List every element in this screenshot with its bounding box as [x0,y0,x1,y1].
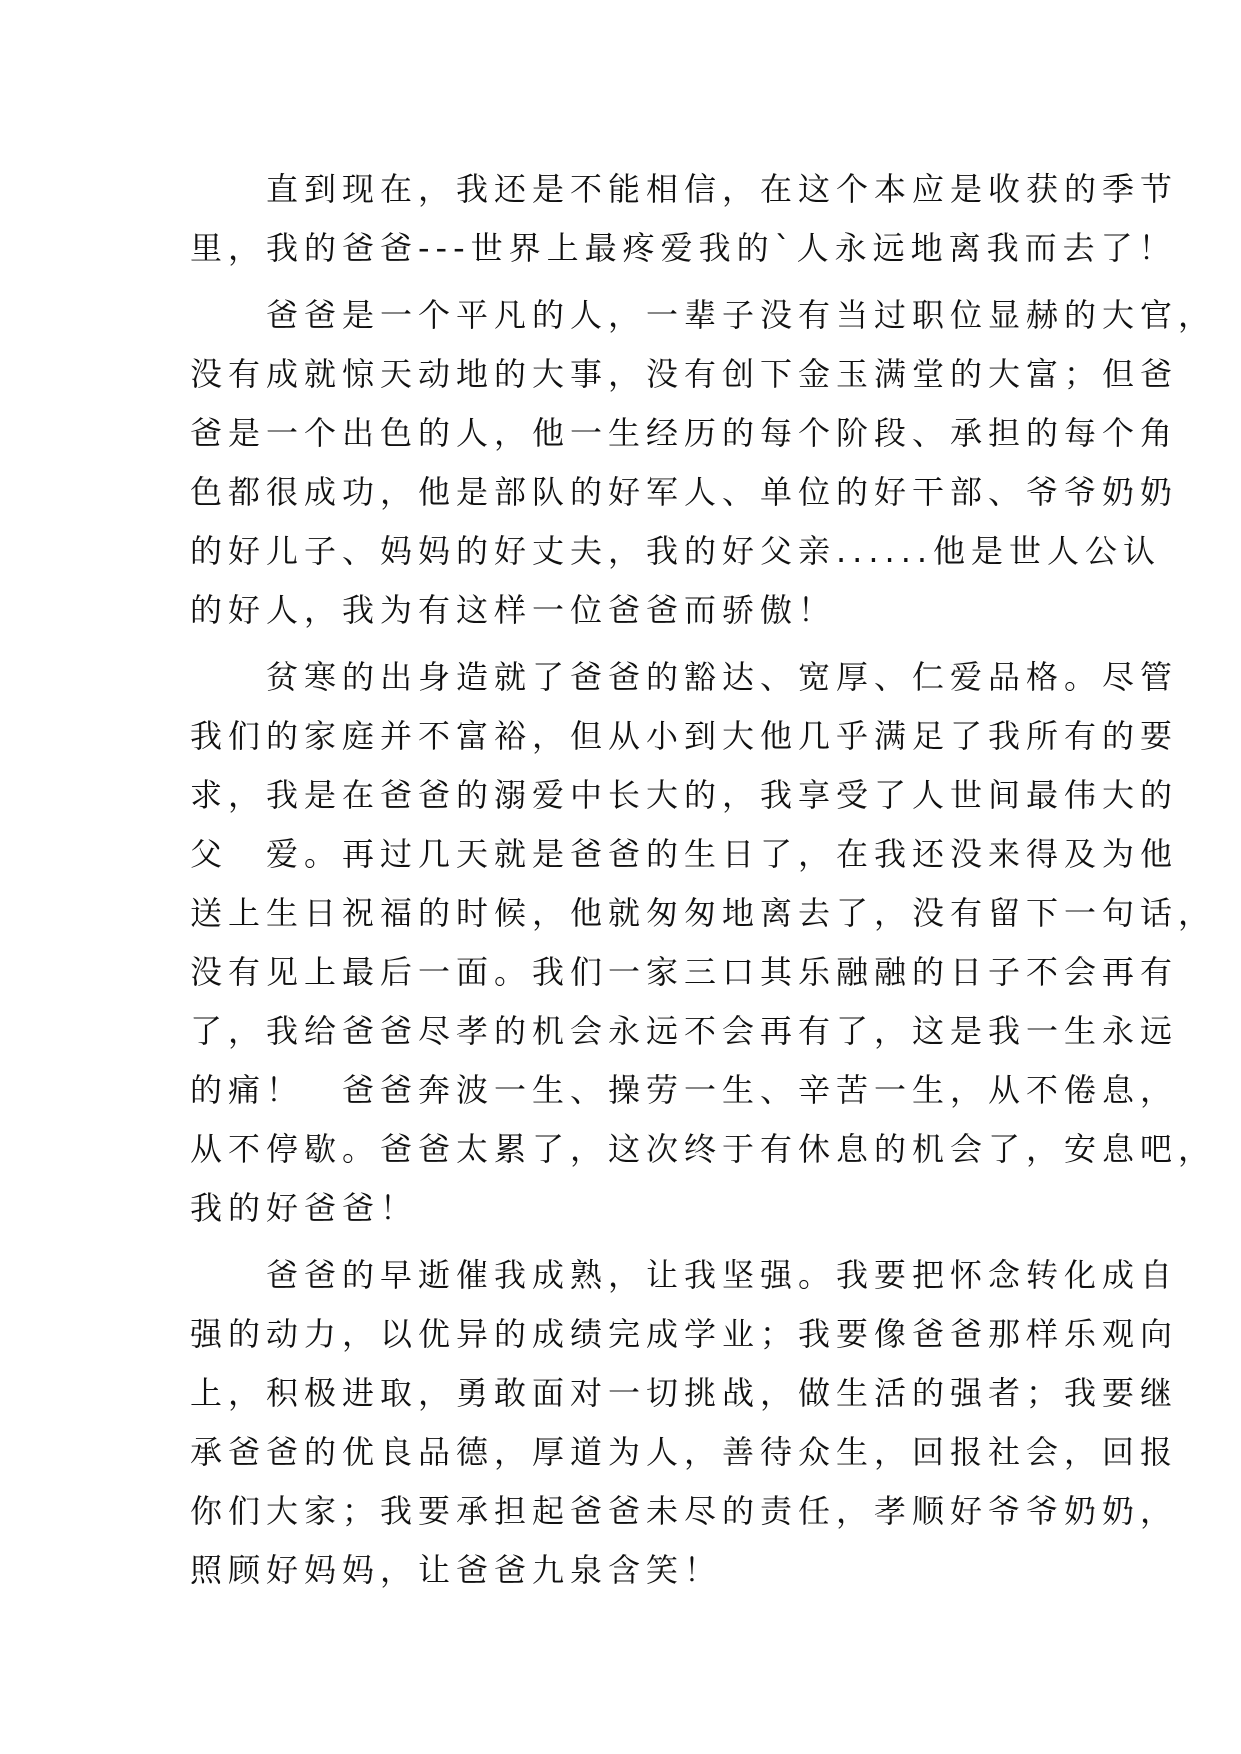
text-line: 爸是一个出色的人，他一生经历的每个阶段、承担的每个角 [190,414,1179,452]
paragraph-3 [190,648,1217,1238]
paragraph-1 [190,160,1179,278]
text-line: 承爸爸的优良品德，厚道为人，善待众生，回报社会，回报 [190,1433,1179,1471]
text-line: 我的好爸爸！ [190,1189,419,1227]
text-line: 的痛！ 爸爸奔波一生、操劳一生、辛苦一生，从不倦息， [190,1071,1179,1109]
paragraph-4 [190,1246,1179,1600]
text-line: 没有见上最后一面。我们一家三口其乐融融的日子不会再有 [190,953,1179,991]
text-line: 从不停歇。爸爸太累了，这次终于有休息的机会了，安息吧， [190,1130,1217,1168]
text-line: 了，我给爸爸尽孝的机会永远不会再有了，这是我一生永远 [190,1012,1179,1050]
text-line: 父 爱。再过几天就是爸爸的生日了，在我还没来得及为他 [190,835,1179,873]
paragraph-2 [190,286,1217,640]
text-line: 强的动力，以优异的成绩完成学业；我要像爸爸那样乐观向 [190,1315,1179,1353]
text-line: 照顾好妈妈，让爸爸九泉含笑！ [190,1551,723,1589]
text-line: 里，我的爸爸---世界上最疼爱我的`人永远地离我而去了！ [190,229,1177,267]
text-line: 我们的家庭并不富裕，但从小到大他几乎满足了我所有的要 [190,717,1179,755]
text-line: 你们大家；我要承担起爸爸未尽的责任，孝顺好爷爷奶奶， [190,1492,1179,1530]
text-line: 的好儿子、妈妈的好丈夫，我的好父亲......他是世人公认 [190,532,1162,570]
text-line: 爸爸的早逝催我成熟，让我坚强。我要把怀念转化成自 [190,1256,1179,1294]
document-body [190,160,1217,1600]
text-line: 送上生日祝福的时候，他就匆匆地离去了，没有留下一句话， [190,894,1217,932]
text-line: 上，积极进取，勇敢面对一切挑战，做生活的强者；我要继 [190,1374,1179,1412]
text-line: 的好人，我为有这样一位爸爸而骄傲！ [190,591,837,629]
text-line: 爸爸是一个平凡的人，一辈子没有当过职位显赫的大官， [190,296,1217,334]
text-line: 直到现在，我还是不能相信，在这个本应是收获的季节 [190,170,1179,208]
text-line: 求，我是在爸爸的溺爱中长大的，我享受了人世间最伟大的 [190,776,1179,814]
text-line: 色都很成功，他是部队的好军人、单位的好干部、爷爷奶奶 [190,473,1179,511]
text-line: 没有成就惊天动地的大事，没有创下金玉满堂的大富；但爸 [190,355,1179,393]
text-line: 贫寒的出身造就了爸爸的豁达、宽厚、仁爱品格。尽管 [190,658,1179,696]
